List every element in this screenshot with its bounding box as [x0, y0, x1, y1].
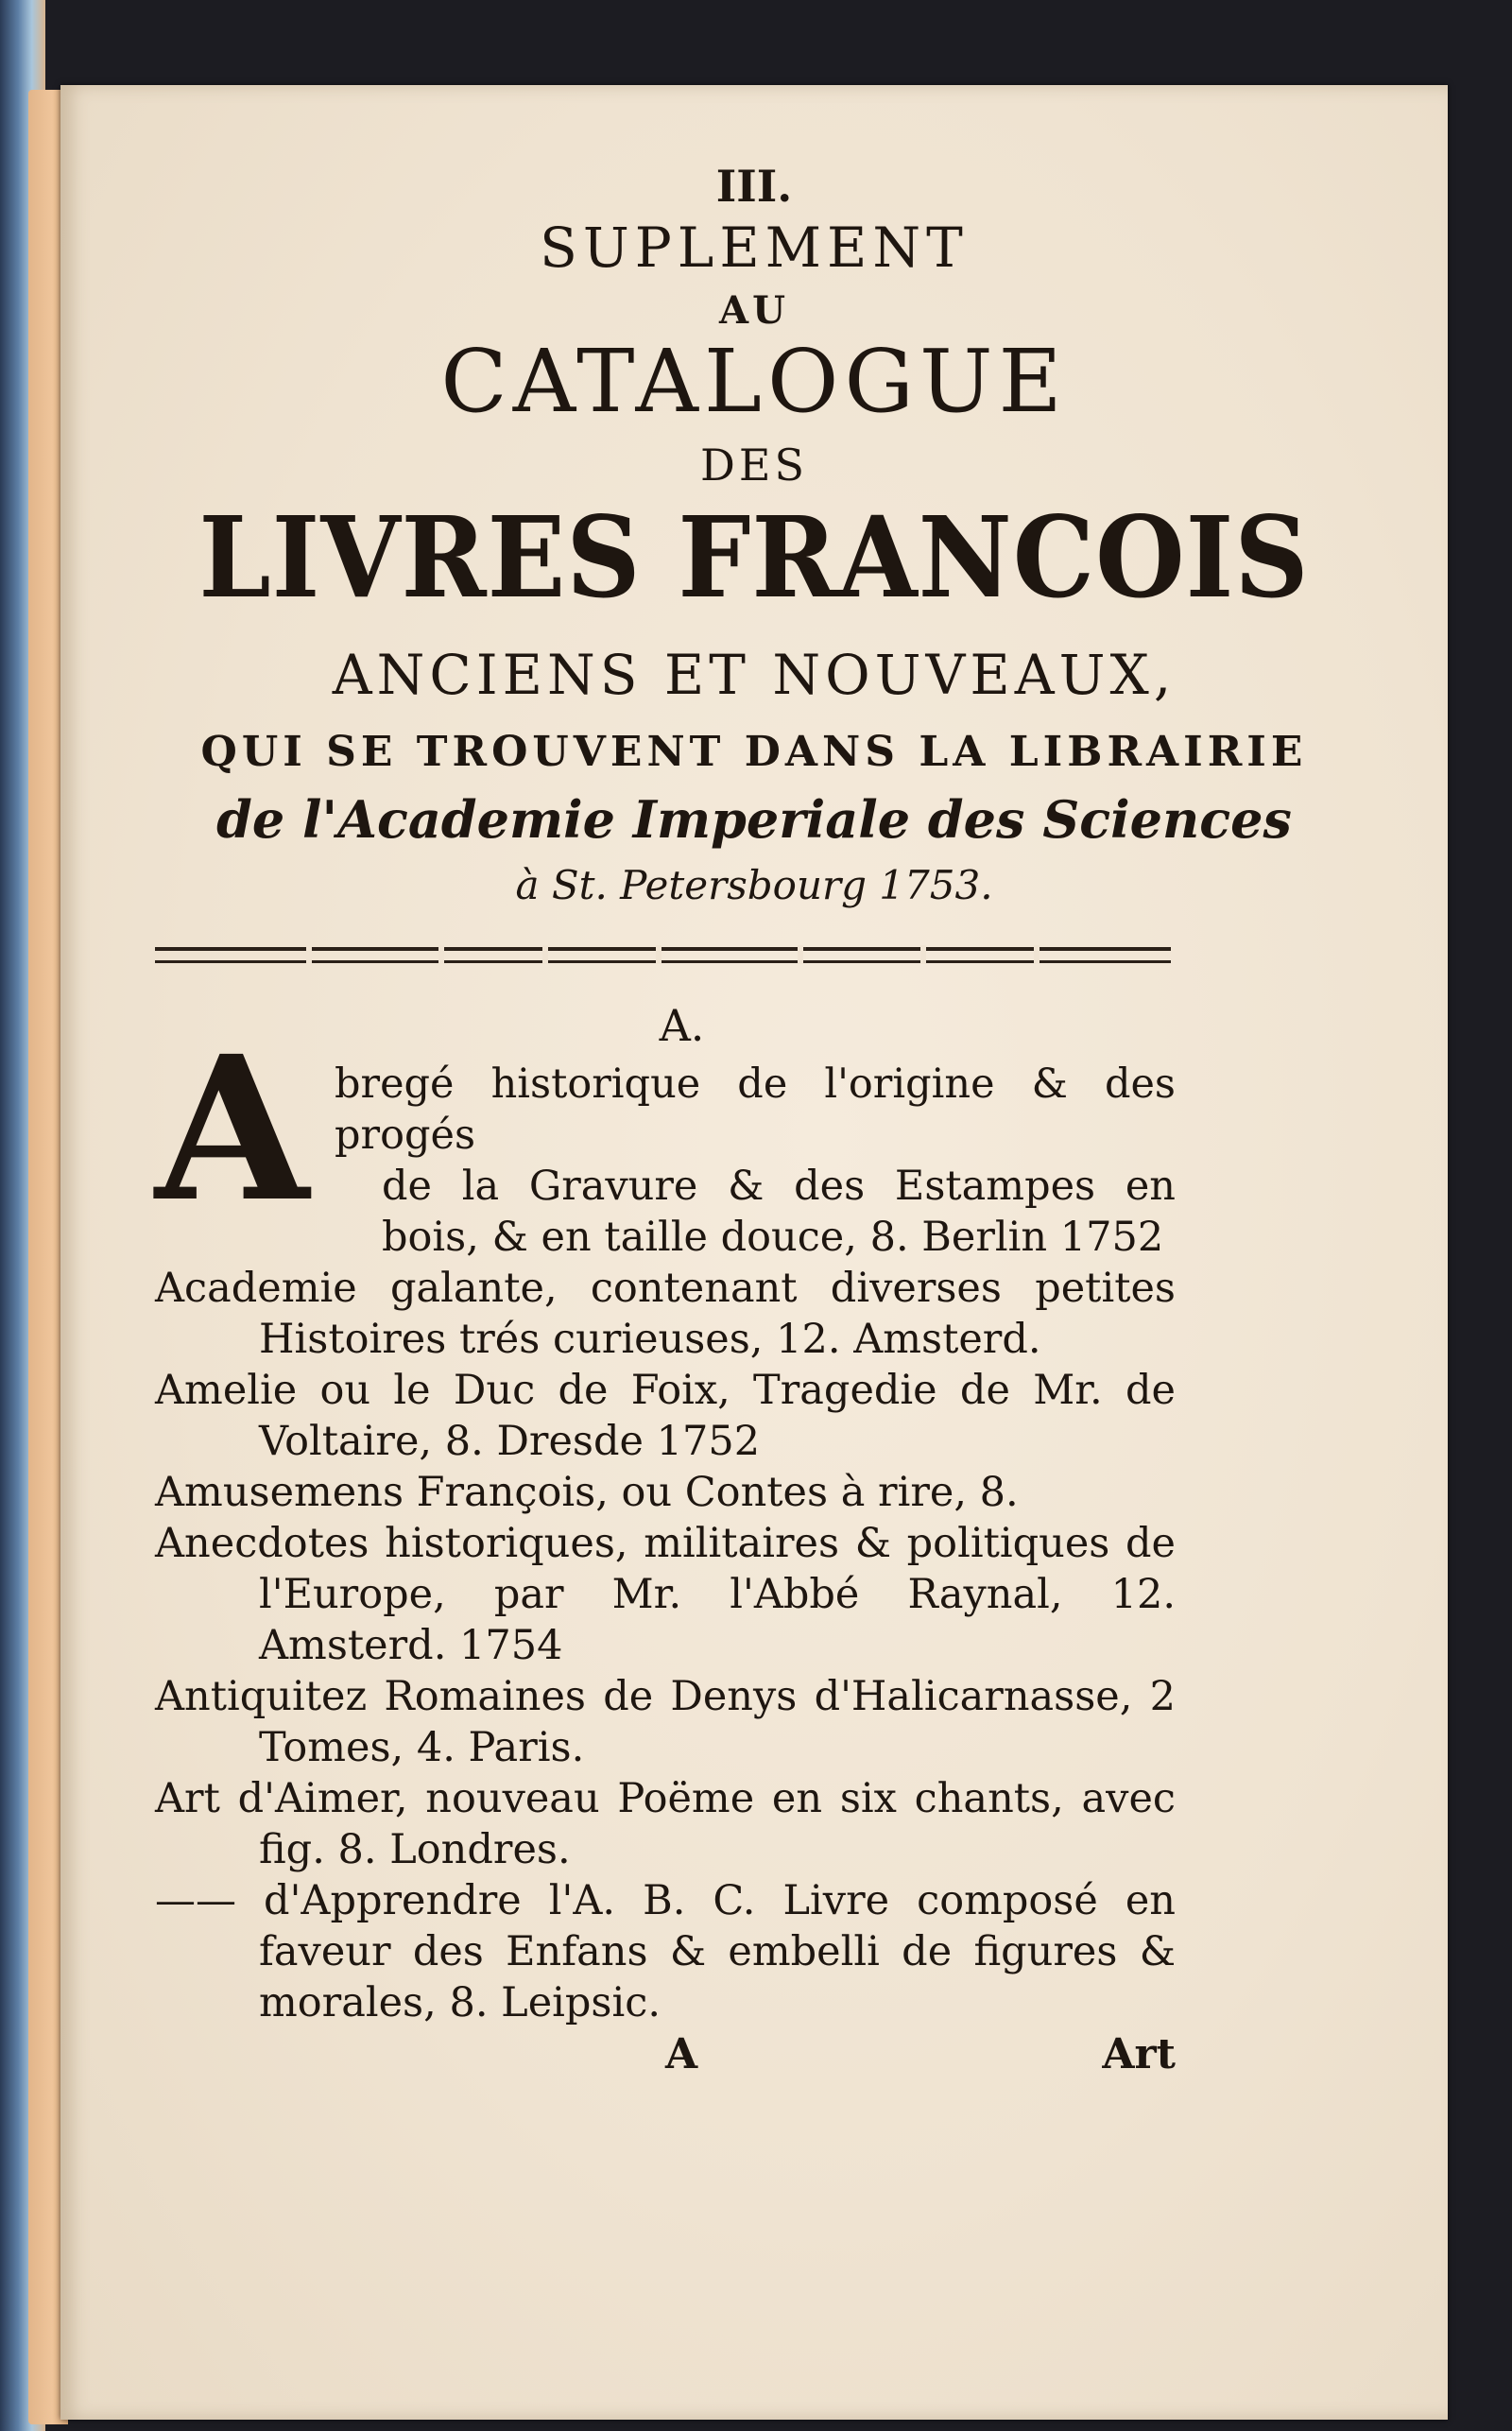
catalogue-entry: Antiquitez Romaines de Denys d'Halicarnasse, 2 Tomes, 4. Paris. — [155, 1673, 1176, 1771]
title-place-date: à St. Petersbourg 1753. — [515, 862, 993, 908]
entry-continuation: de la Gravure & des Estampes en bois, & en taille douce, 8. Berlin 1752 — [382, 1163, 1176, 1261]
catalogue-entry: —— d'Apprendre l'A. B. C. Livre composé en faveur des Enfans & embelli de figures & morales, 8. Leipsic. — [155, 1877, 1176, 2026]
title-catalogue: CATALOGUE — [440, 331, 1068, 432]
title-des: DES — [700, 440, 808, 491]
title-livres-francois: LIVRES FRANCOIS — [198, 491, 1310, 623]
ornamental-rule — [155, 947, 1171, 963]
catalogue-entry: Amusemens François, ou Contes à rire, 8. — [155, 1469, 1019, 1516]
title-academie: de l'Academie Imperiale des Sciences — [216, 789, 1292, 850]
book-page — [60, 85, 1448, 2420]
section-numeral: III. — [715, 161, 793, 212]
catchword: Art — [1102, 2030, 1176, 2078]
entry-head: bregé historique de l'origine & des progés — [335, 1060, 1176, 1159]
catalogue-entries — [155, 1059, 1176, 2028]
catalogue-entry: Academie galante, contenant diverses petites Histoires trés curieuses, 12. Amsterd. — [155, 1265, 1176, 1363]
title-suplement: SUPLEMENT — [540, 216, 969, 280]
section-heading: A. — [659, 1000, 705, 1051]
title-au: AU — [719, 288, 789, 333]
catalogue-entry: Amelie ou le Duc de Foix, Tragedie de Mr. de Voltaire, 8. Dresde 1752 — [155, 1367, 1176, 1465]
catalogue-entry — [155, 1059, 1176, 1263]
drop-cap: A — [155, 1012, 309, 1246]
catalogue-entry: Anecdotes historiques, militaires & politiques de l'Europe, par Mr. l'Abbé Raynal, 12. Amsterd. 1754 — [155, 1520, 1176, 1669]
title-anciens: ANCIENS ET NOUVEAUX, — [332, 643, 1177, 707]
signature-mark: A — [665, 2030, 698, 2078]
catalogue-entry: Art d'Aimer, nouveau Poëme en six chants, avec fig. 8. Londres. — [155, 1775, 1176, 1873]
title-librairie: QUI SE TROUVENT DANS LA LIBRAIRIE — [200, 728, 1308, 776]
